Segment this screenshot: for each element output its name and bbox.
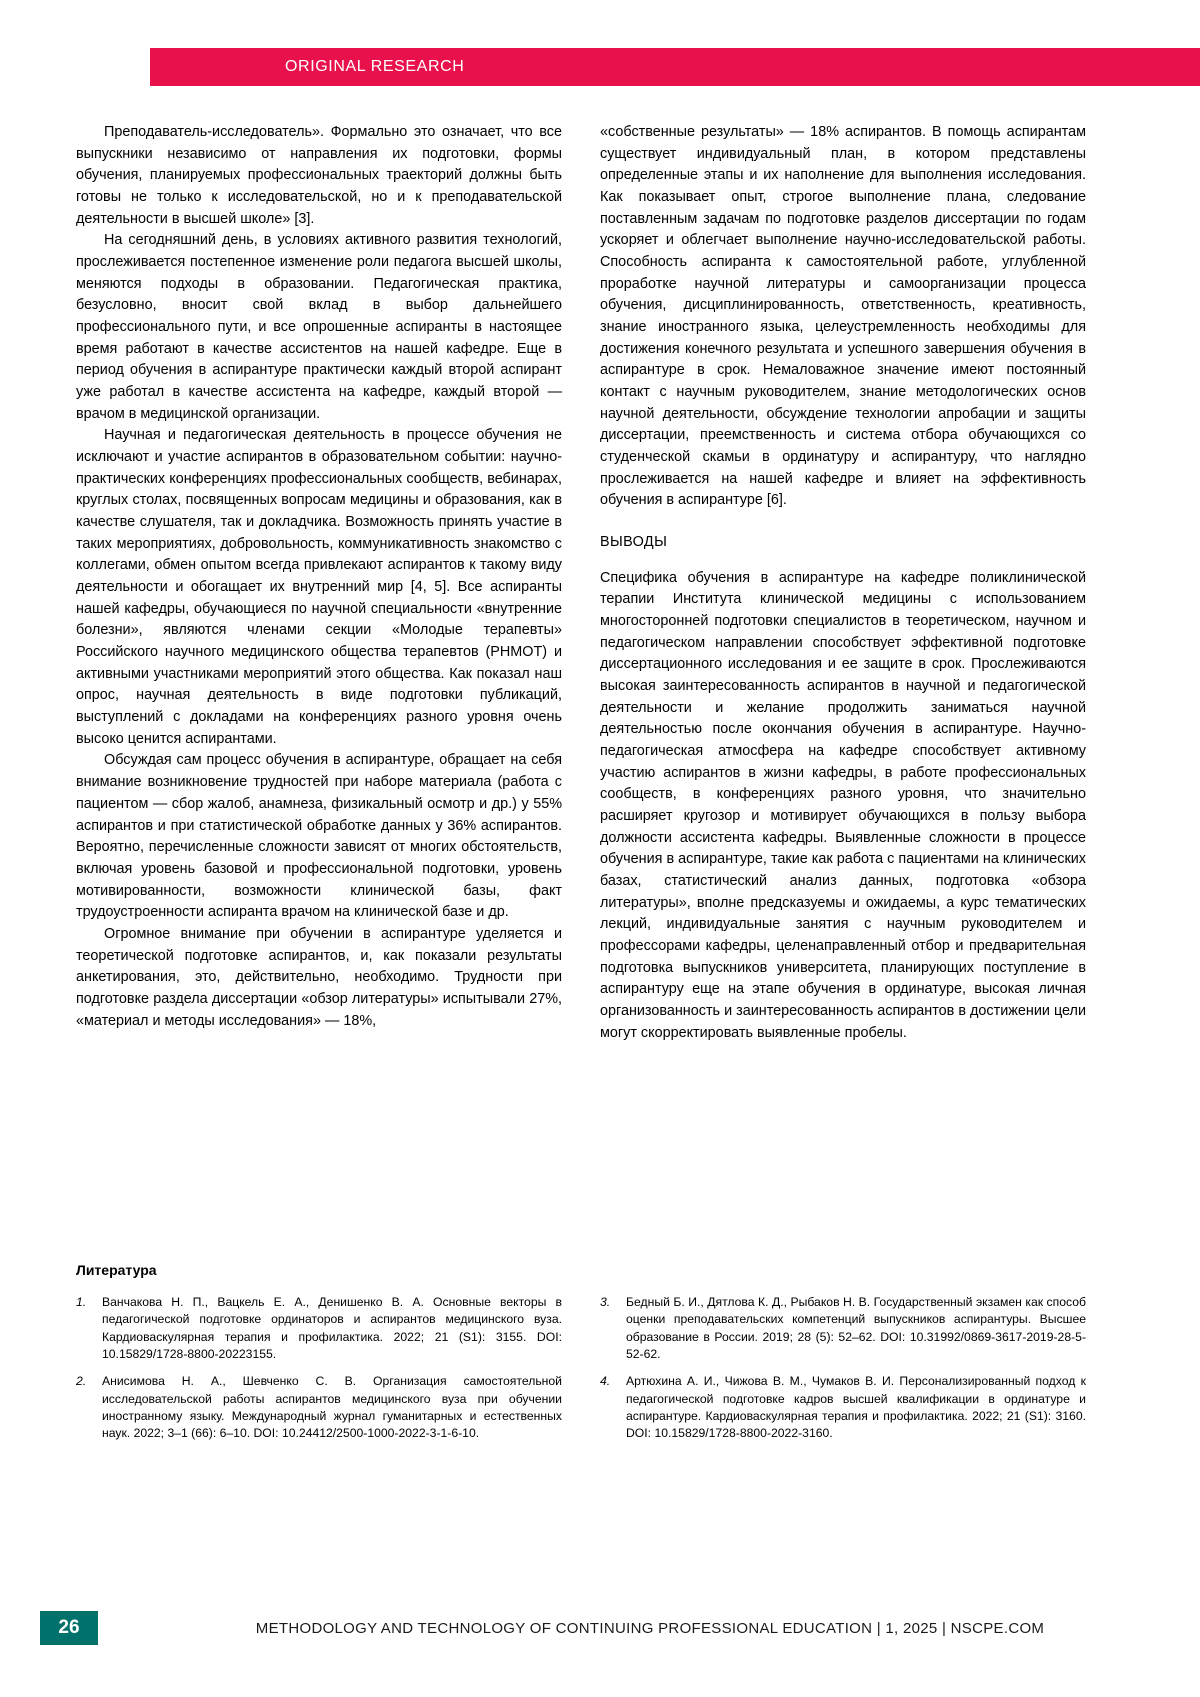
reference-text: Артюхина А. И., Чижова В. М., Чумаков В. И. Персонализированный подход к педагогической подготовке кадров высшей квалификации в ординатуре и аспирантуре. Кардиоваскулярная терапия и профилактика. 2022; 21 (S1): 3160. DOI: 10.15829/1728-8800-2022-3160. — [626, 1374, 1086, 1441]
reference-text: Ванчакова Н. П., Вацкель Е. А., Денишенко В. А. Основные векторы в педагогической подготовке ординаторов и аспирантов медицинского вуза. Кардиоваскулярная терапия и профилактика. 2022; 21 (S1): 3155. DOI: 10.15829/1728-8800-20223155. — [102, 1295, 562, 1361]
page-number: 26 — [40, 1611, 98, 1645]
reference-number: 2. — [76, 1374, 87, 1389]
reference-item — [76, 1373, 562, 1442]
header-banner — [150, 48, 1200, 86]
paragraph: Обсуждая сам процесс обучения в аспирантуре, обращает на себя внимание возникновение трудностей при наборе материала (работа с пациентом — сбор жалоб, анамнеза, физикальный осмотр и др.) у 55% аспирантов и при статистической обработке данных у 36% аспирантов. Вероятно, перечисленные сложности зависят от многих обстоятельств, включая уровень базовой и профессиональной подготовки, уровень мотивированности, возможности клинической базы, факт трудоустроенности аспиранта врачом на клинической базе и др. — [76, 752, 562, 921]
references-columns — [76, 1294, 1086, 1453]
reference-number: 3. — [600, 1295, 611, 1309]
reference-number: 1. — [76, 1295, 87, 1309]
reference-item — [600, 1294, 1086, 1363]
header-title: ORIGINAL RESEARCH — [285, 58, 465, 75]
footer-journal-line: METHODOLOGY AND TECHNOLOGY OF CONTINUING PROFESSIONAL EDUCATION | 1, 2025 | NSCPE.COM — [255, 1619, 1045, 1637]
references-section — [76, 1262, 1086, 1453]
references-left-column — [76, 1294, 562, 1453]
reference-item — [76, 1294, 562, 1363]
reference-text: Бедный Б. И., Дятлова К. Д., Рыбаков Н. В. Государственный экзамен как способ оценки преподавательских компетенций выпускников аспирантуры. Высшее образование в России. 2019; 28 (5): 52–62. DOI: 10.31992/0869-3617-2019-28-5-52-62. — [626, 1295, 1086, 1361]
section-heading-conclusions: ВЫВОДЫ — [600, 534, 668, 551]
paragraph: Специфика обучения в аспирантуре на кафедре поликлинической терапии Института клинической медицины с использованием многосторонней подготовки специалистов в теоретическом, научном и педагогическом направлении способствует эффективной подготовке диссертационного исследования и ее защите в срок. Прослеживаются высокая заинтересованность аспирантов в научной и педагогической деятельности и желание продолжить заниматься научной деятельностью после окончания обучения в аспирантуре. Научно-педагогическая атмосфера на кафедре способствует активному участию аспирантов в жизни кафедры, в работе профессиональных сообществ, в конференциях разного уровня, что значительно расширяет кругозор и мотивирует обучающихся в пользу выбора должности ассистента кафедры. Выявленные сложности в процессе обучения в аспирантуре, такие как работа с пациентами на клинических базах, статистический анализ данных, подготовка «обзора литературы», вполне предсказуемы и ожидаемы, а курс тематических лекций, индивидуальные занятия с научным руководителем и профессорами кафедры, целенаправленный отбор и предварительная подготовка выпускников университета, планирующих поступление в аспирантуру еще на этапе обучения в ординатуре, высокая личная организованность и заинтересованность аспирантов в достижении цели могут скорректировать выявленные пробелы. — [600, 569, 1086, 1041]
right-column — [600, 122, 1086, 1044]
left-column — [76, 122, 562, 1044]
reference-text: Анисимова Н. А., Шевченко С. В. Организация самостоятельной исследовательской работы аспирантов медицинского вуза при обучении иностранному языку. Международный журнал гуманитарных и естественных наук. 2022; 3–1 (66): 6–10. DOI: 10.24412/2500-1000-2022-3-1-6-10. — [102, 1374, 562, 1441]
paragraph: На сегодняшний день, в условиях активного развития технологий, прослеживается постепенное изменение роли педагога высшей школы, меняются подходы в образовании. Педагогическая практика, безусловно, вносит свой вклад в выбор дальнейшего профессионального пути, и все опрошенные аспиранты в настоящее время работают в качестве ассистентов на нашей кафедре. Еще в период обучения в аспирантуре практически каждый второй аспирант уже работал в качестве ассистента на кафедре, каждый второй — врачом в медицинской организации. — [76, 232, 562, 422]
reference-item — [600, 1373, 1086, 1442]
article-body — [76, 122, 1086, 1044]
paragraph: Научная и педагогическая деятельность в процессе обучения не исключают и участие аспирантов в образовательном событии: научно-практических конференциях профессиональных сообществ, вебинарах, круглых столах, посвященных вопросам медицины и образования, как в качестве слушателя, так и докладчика. Возможность принять участие в таких мероприятиях, добровольность, коммуникативность знакомство с коллегами, обмен опытом всегда привлекают аспирантов к такому виду деятельности и обогащает их внутренний мир [4, 5]. Все аспиранты нашей кафедры, обучающиеся по научной специальности «внутренние болезни», являются членами секции «Молодые терапевты» Российского научного медицинского общества терапевтов (РНМОТ) и активными участниками мероприятий этого общества. Как показал наш опрос, научная деятельность в виде подготовки публикаций, выступлений с докладами на конференциях разного уровня очень высоко ценится аспирантами. — [76, 427, 562, 747]
paragraph: «собственные результаты» — 18% аспирантов. В помощь аспирантам существует индивидуальный план, в котором представлены определенные этапы и их наполнение для выполнения исследования. Как показывает опыт, строгое выполнение плана, следование поставленным задачам по подготовке разделов диссертации по годам ускоряет и облегчает выполнение научно-исследовательской работы. Способность аспиранта к самостоятельной работе, углубленной проработке научной литературы и самоорганизации процесса обучения, дисциплинированность, ответственность, креативность, знание иностранного языка, целеустремленность необходимы для достижения конечного результата и успешного завершения обучения в аспирантуре в срок. Немаловажное значение имеют постоянный контакт с научным руководителем, знание методологических основ научной деятельности, обсуждение технологии апробации и защиты диссертации, преемственность и система отбора обучающихся со студенческой скамьи в ординатуру и аспирантуру, что наглядно прослеживается на нашей кафедре и влияет на эффективность обучения в аспирантуре [6]. — [600, 124, 1086, 509]
paragraph: Преподаватель-исследователь». Формально это означает, что все выпускники независимо от направления их подготовки, формы обучения, планируемых профессиональных траекторий должны быть готовы не только к исследовательской, но и к преподавательской деятельности в высшей школе» [3]. — [76, 124, 562, 227]
references-title: Литература — [76, 1262, 157, 1278]
paragraph: Огромное внимание при обучении в аспирантуре уделяется и теоретической подготовке аспирантов, и, как показали результаты анкетирования, это, действительно, необходимо. Трудности при подготовке раздела диссертации «обзор литературы» испытывали 27%, «материал и методы исследования» — 18%, — [76, 925, 562, 1029]
page-footer — [0, 1611, 1200, 1645]
reference-number: 4. — [600, 1374, 611, 1389]
references-right-column — [600, 1294, 1086, 1453]
